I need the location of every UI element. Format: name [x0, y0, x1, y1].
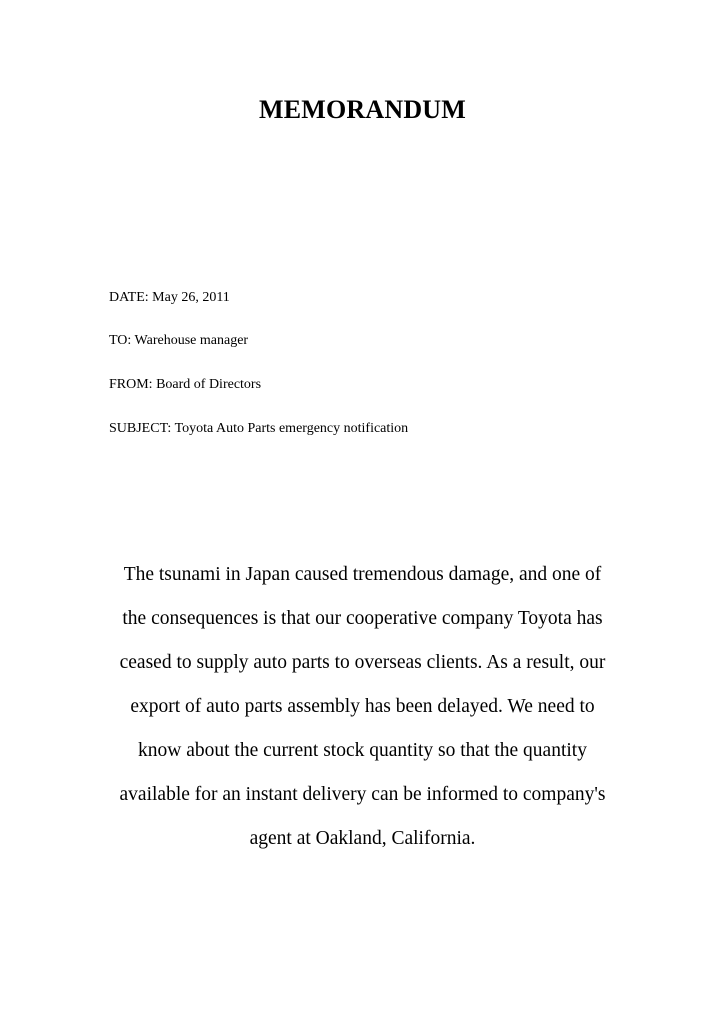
memo-title: MEMORANDUM — [258, 95, 467, 124]
memo-body-line: know about the current stock quantity so that the quantity — [138, 740, 587, 761]
memo-from-line: FROM: Board of Directors — [109, 377, 262, 392]
memo-date-line: DATE: May 26, 2011 — [109, 290, 230, 305]
memo-body-line: available for an instant delivery can be informed to company's — [119, 784, 606, 805]
memo-body-line: The tsunami in Japan caused tremendous damage, and one of — [123, 564, 602, 585]
memo-to-line: TO: Warehouse manager — [109, 333, 249, 348]
memo-body — [95, 553, 630, 861]
memo-body-line: agent at Oakland, California. — [249, 828, 476, 849]
memo-subject-line: SUBJECT: Toyota Auto Parts emergency notification — [109, 421, 409, 436]
memo-body-line: ceased to supply auto parts to overseas clients. As a result, our — [119, 652, 606, 673]
memo-body-line: the consequences is that our cooperative company Toyota has — [122, 608, 603, 629]
memo-body-line: export of auto parts assembly has been delayed. We need to — [130, 696, 595, 717]
